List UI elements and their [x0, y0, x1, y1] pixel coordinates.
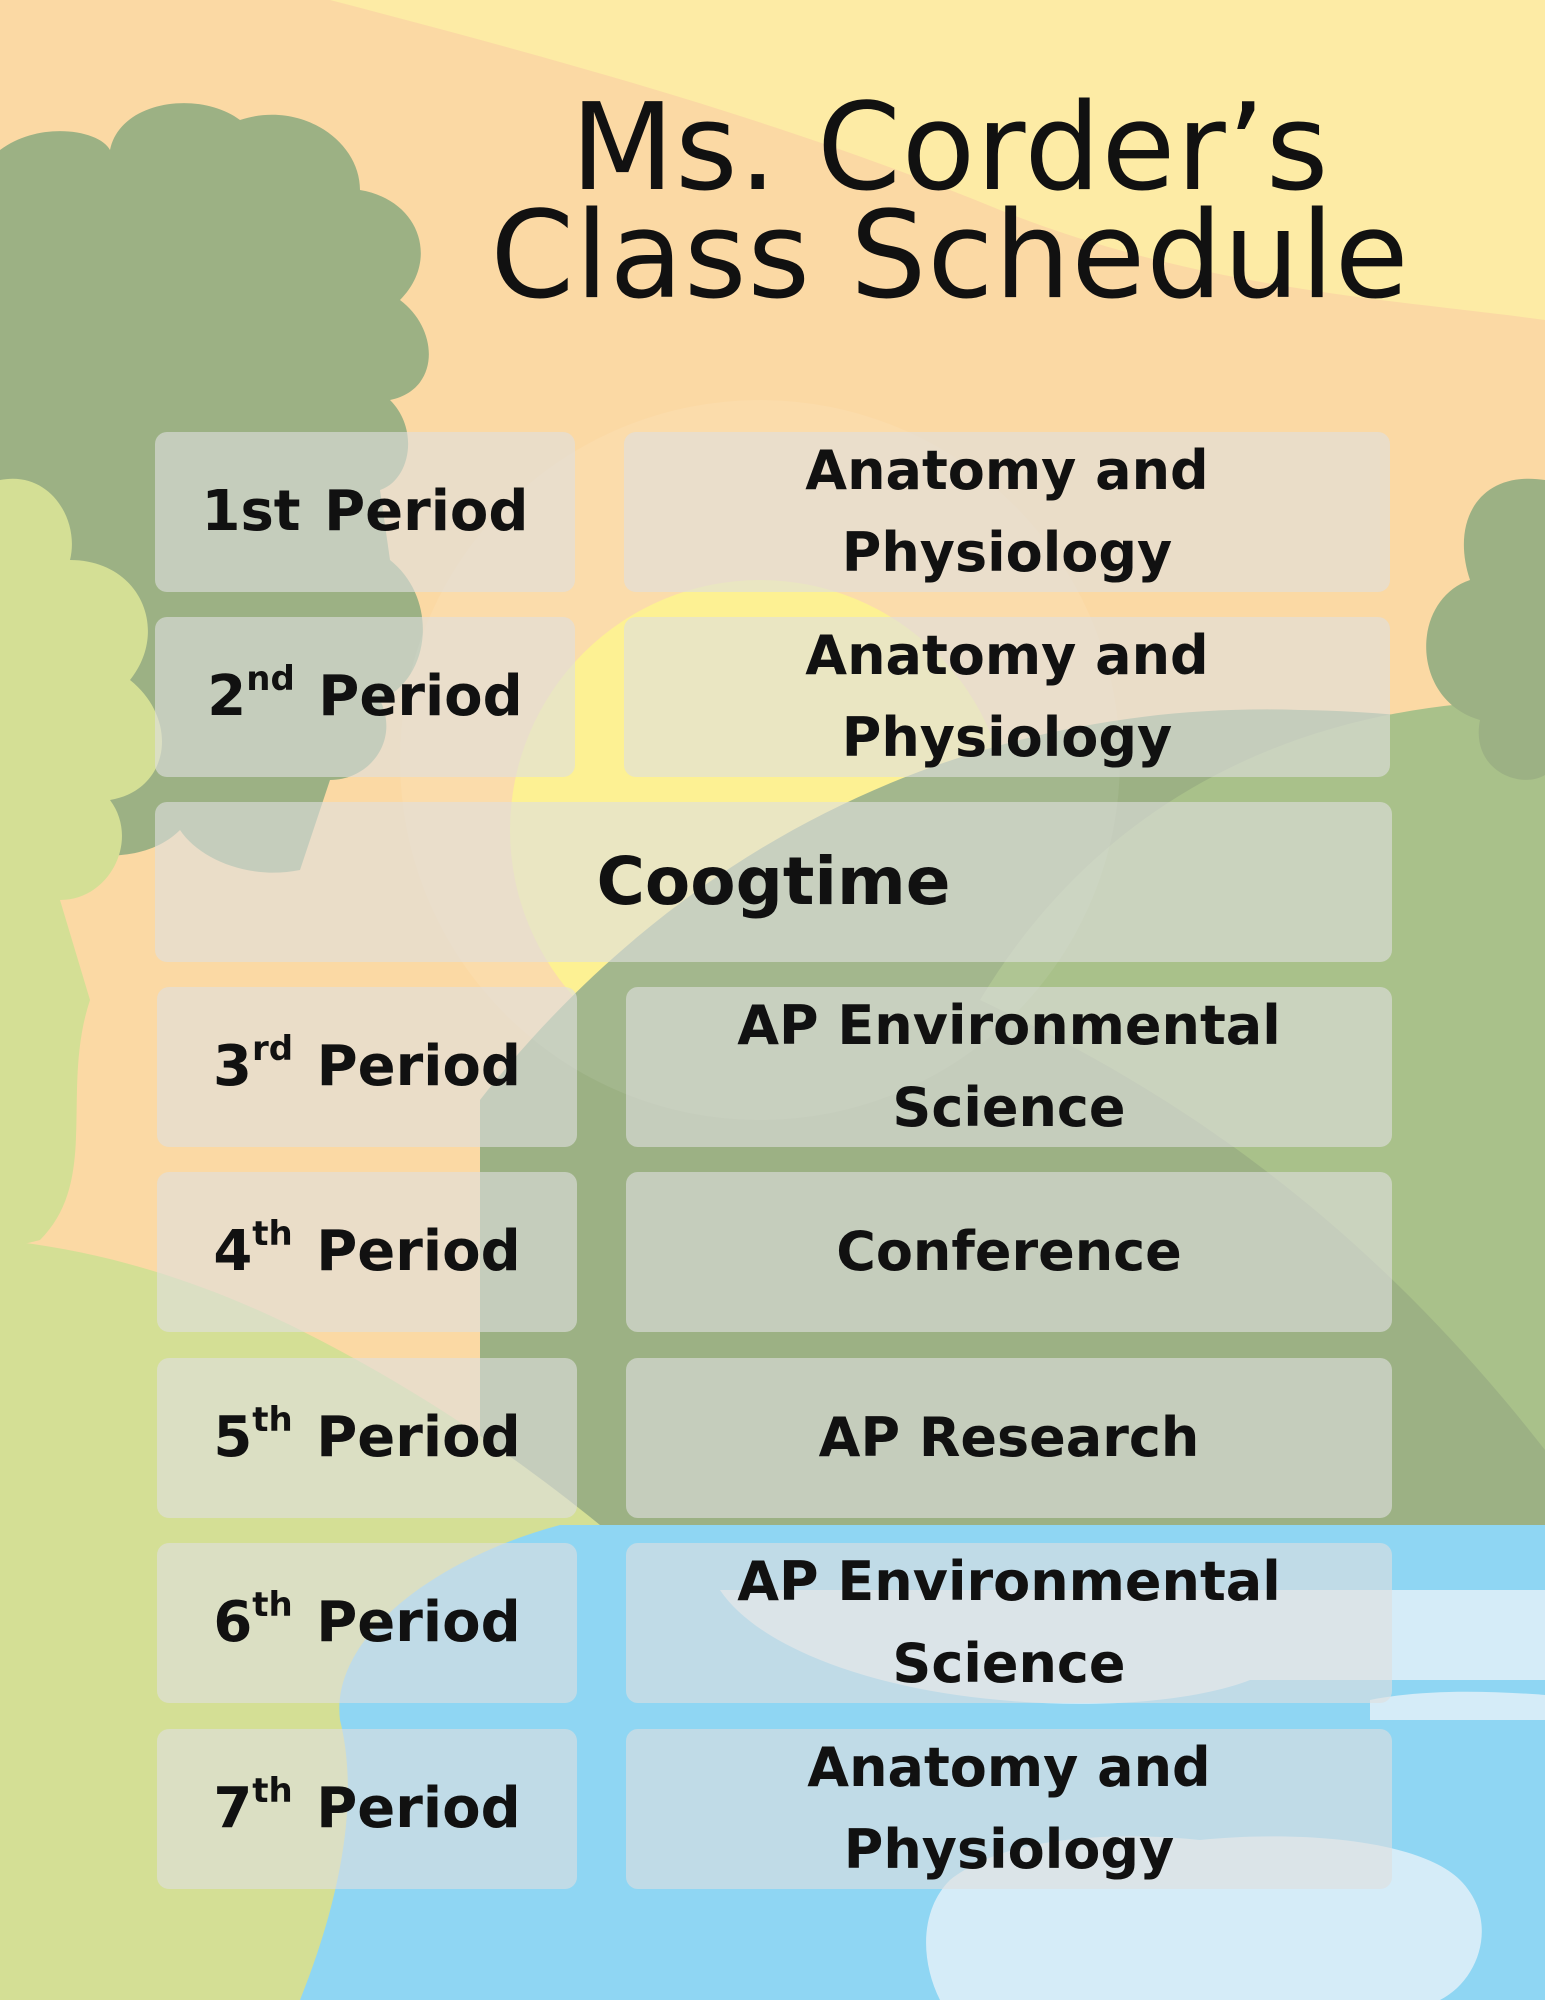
period-word: Period [316, 1776, 521, 1841]
title-line-1: Ms. Corder’s [570, 79, 1330, 218]
period-label-3 [157, 987, 577, 1147]
period-word: Period [316, 1590, 521, 1655]
class-name-6 [626, 1543, 1392, 1703]
class-name-text: AP Environmental Science [737, 994, 1281, 1139]
class-name-4 [626, 1172, 1392, 1332]
period-number: 6 [213, 1590, 253, 1655]
period-label-5 [157, 1358, 577, 1518]
class-name-text: AP Research [818, 1406, 1200, 1469]
period-number: 7 [213, 1776, 253, 1841]
class-name-1 [624, 432, 1390, 592]
period-label-7 [157, 1729, 577, 1889]
period-word: Period [316, 1219, 521, 1284]
class-name-7 [626, 1729, 1392, 1889]
period-suffix: th [252, 1214, 293, 1254]
period-suffix: rd [251, 1029, 294, 1069]
period-number: 5 [213, 1405, 253, 1470]
period-suffix: th [252, 1771, 293, 1811]
class-name-2 [624, 617, 1390, 777]
coogtime-banner [155, 802, 1392, 962]
period-word: Period [324, 479, 529, 544]
period-label-1 [155, 432, 575, 592]
class-name-text: AP Environmental Science [737, 1550, 1281, 1695]
page-title [470, 79, 1430, 326]
period-number: 1st [201, 479, 301, 544]
period-word: Period [318, 664, 523, 729]
class-name-text: Anatomy and Physiology [807, 1736, 1211, 1881]
class-name-text: Anatomy and Physiology [805, 439, 1209, 584]
period-number: 2 [207, 664, 247, 729]
period-suffix: th [252, 1585, 293, 1625]
period-label-2 [155, 617, 575, 777]
period-suffix: nd [246, 659, 295, 699]
period-suffix: th [252, 1400, 293, 1440]
period-label-6 [157, 1543, 577, 1703]
class-name-3 [626, 987, 1392, 1147]
title-line-2: Class Schedule [490, 187, 1410, 326]
period-label-4 [157, 1172, 577, 1332]
class-name-text: Anatomy and Physiology [805, 624, 1209, 769]
period-number: 4 [213, 1219, 253, 1284]
class-name-text: Conference [836, 1220, 1182, 1283]
period-number: 3 [213, 1034, 252, 1099]
class-name-5 [626, 1358, 1392, 1518]
period-word: Period [316, 1034, 521, 1099]
period-word: Period [316, 1405, 521, 1470]
coogtime-label: Coogtime [596, 843, 951, 920]
